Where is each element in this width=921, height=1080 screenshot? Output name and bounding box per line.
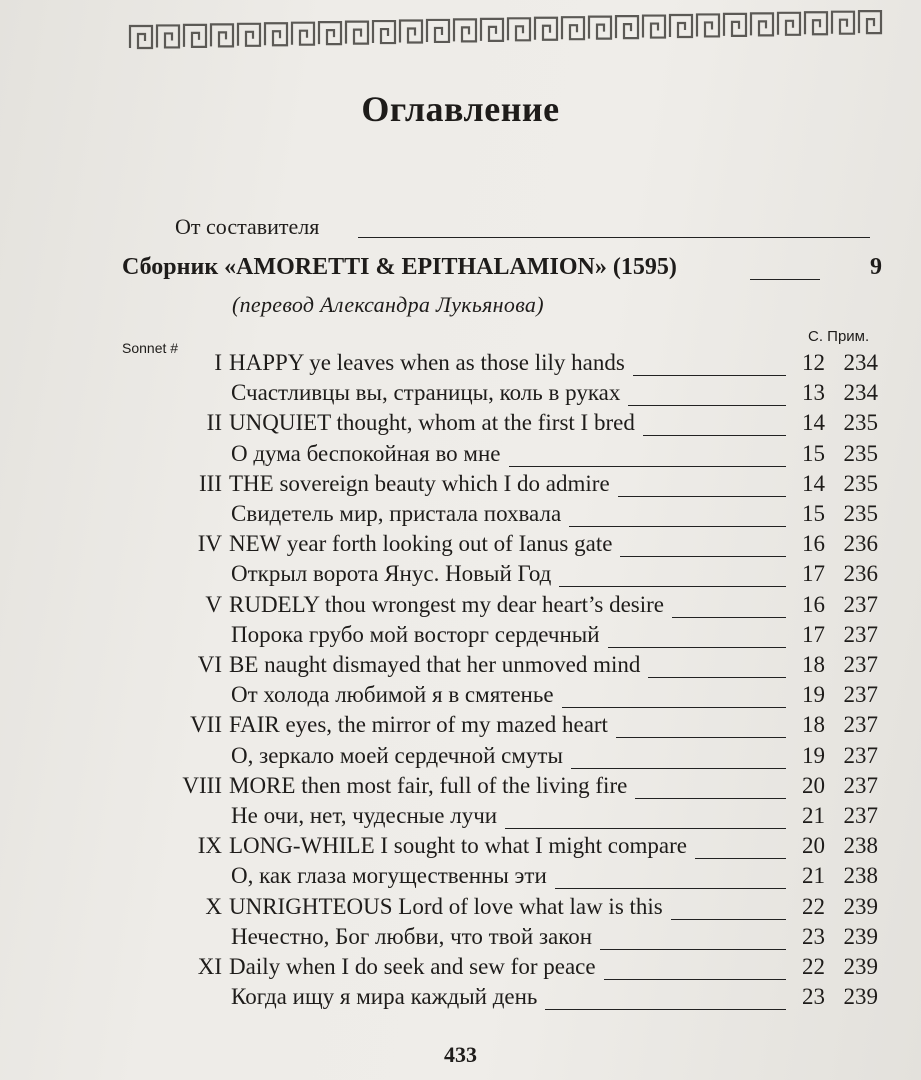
page-number: 14 — [802, 410, 825, 436]
page-number: 21 — [802, 863, 825, 889]
notes-page-number: 238 — [843, 863, 878, 889]
sonnet-first-line: FAIR eyes, the mirror of my mazed heart — [229, 712, 608, 738]
translator-credit: (перевод Александра Лукьянова) — [232, 292, 544, 317]
notes-page-number: 238 — [843, 833, 878, 859]
sonnet-number: II — [206, 410, 222, 436]
sonnet-first-line: UNRIGHTEOUS Lord of love what law is this — [229, 893, 663, 919]
page-number: 23 — [802, 923, 825, 949]
page-number: 21 — [802, 803, 825, 828]
notes-page-number: 235 — [843, 501, 878, 526]
toc-entry-sonnet-translation[interactable] — [0, 682, 880, 712]
page-number: 18 — [802, 652, 825, 677]
dot-leader — [608, 647, 786, 648]
dot-leader — [628, 405, 786, 406]
sonnet-number: V — [205, 591, 222, 617]
sonnet-first-line: Нечестно, Бог любви, что твой закон — [231, 923, 593, 949]
dot-leader — [648, 677, 786, 678]
notes-page-number: 237 — [843, 803, 878, 828]
dot-leader — [750, 279, 820, 280]
dot-leader — [559, 586, 786, 587]
toc-entry-sonnet-original[interactable] — [0, 471, 880, 501]
dot-leader — [604, 979, 786, 980]
toc-entry-sonnet-translation[interactable] — [0, 863, 880, 893]
dot-leader — [545, 1009, 786, 1010]
dot-leader — [569, 526, 786, 527]
sonnet-first-line: THE sovereign beauty which I do admire — [229, 470, 610, 496]
dot-leader — [571, 768, 786, 769]
sonnet-first-line: Порока грубо мой восторг сердечный — [231, 621, 600, 647]
notes-page-number: 237 — [843, 772, 878, 798]
dot-leader — [555, 888, 786, 889]
sonnet-first-line: UNQUIET thought, whom at the first I bred — [229, 410, 635, 436]
dot-leader — [695, 858, 786, 859]
sonnet-first-line: Не очи, нет, чудесные лучи — [231, 803, 498, 828]
page-number: 16 — [802, 531, 825, 557]
sonnet-first-line: HAPPY ye leaves when as those lily hands — [229, 350, 625, 375]
toc-entry-sonnet-translation[interactable] — [0, 501, 880, 531]
notes-page-number: 235 — [843, 470, 878, 496]
toc-entry-sonnet-original[interactable] — [0, 712, 880, 742]
sonnet-first-line: Daily when I do seek and sew for peace — [229, 954, 596, 979]
notes-page-number: 237 — [843, 652, 878, 677]
sonnet-first-line: Счастливцы вы, страницы, коль в руках — [231, 380, 621, 406]
dot-leader — [671, 919, 786, 920]
dot-leader — [633, 375, 786, 376]
toc-entry-sonnet-original[interactable] — [0, 833, 880, 863]
dot-leader — [505, 828, 786, 829]
toc-entry-sonnet-translation[interactable] — [0, 441, 880, 471]
notes-page-number: 235 — [843, 440, 878, 466]
page-number: 20 — [802, 833, 825, 859]
sonnet-first-line: MORE then most fair, full of the living fire — [229, 772, 628, 798]
sonnet-first-line: Открыл ворота Янус. Новый Год — [231, 561, 552, 587]
notes-page-number: 239 — [843, 893, 878, 919]
toc-entry-sonnet-original[interactable] — [0, 531, 880, 561]
notes-page-number: 236 — [843, 531, 878, 557]
sonnet-first-line: От холода любимой я в смятенье — [231, 682, 554, 708]
page-number: 13 — [802, 380, 825, 406]
page-number: 22 — [802, 954, 825, 979]
sonnet-first-line: RUDELY thou wrongest my dear heart’s desire — [229, 591, 665, 617]
dot-leader — [358, 237, 870, 238]
sonnet-number: XI — [197, 954, 222, 979]
toc-entry-sonnet-original[interactable] — [0, 350, 880, 380]
toc-entry-sonnet-translation[interactable] — [0, 984, 880, 1014]
notes-page-number: 234 — [843, 350, 878, 375]
dot-leader — [616, 737, 786, 738]
dot-leader — [618, 496, 786, 497]
sonnet-first-line: Когда ищу я мира каждый день — [231, 984, 538, 1010]
sonnet-number: VI — [197, 652, 222, 677]
sonnet-number: III — [199, 470, 222, 496]
toc-entry-sonnet-translation[interactable] — [0, 743, 880, 773]
sonnet-first-line: О, как глаза могущественны эти — [231, 863, 547, 889]
notes-page-number: 237 — [843, 621, 878, 647]
toc-entry-sonnet-original[interactable] — [0, 954, 880, 984]
page-number: 19 — [802, 742, 825, 768]
sonnet-first-line: LONG-WHILE I sought to what I might compare — [229, 833, 687, 859]
sonnet-number: IV — [197, 531, 222, 557]
notes-page-number: 239 — [843, 954, 878, 979]
page-number: 433 — [444, 1042, 477, 1067]
page-number: 17 — [802, 621, 825, 647]
section-title: Сборник «AMORETTI & EPITHALAMION» (1595) — [122, 254, 677, 280]
page-number: 14 — [802, 470, 825, 496]
notes-page-number: 235 — [843, 410, 878, 436]
notes-page-number: 237 — [843, 712, 878, 738]
page-number: 23 — [802, 984, 825, 1010]
sonnet-first-line: О, зеркало моей сердечной смуты — [231, 742, 563, 768]
toc-entry-sonnet-original[interactable] — [0, 773, 880, 803]
toc-entry-sonnet-original[interactable] — [0, 652, 880, 682]
sonnet-number: X — [205, 893, 222, 919]
columns-header: С. Прим. — [808, 328, 870, 345]
toc-entry-sonnet-translation[interactable] — [0, 803, 880, 833]
dot-leader — [643, 435, 786, 436]
intro-label: От составителя — [175, 214, 320, 239]
notes-page-number: 236 — [843, 561, 878, 587]
page-number: 20 — [802, 772, 825, 798]
toc-entry-sonnet-original[interactable] — [0, 592, 880, 622]
page-number: 15 — [802, 440, 825, 466]
notes-page-number: 234 — [843, 380, 878, 406]
sonnet-number: VIII — [182, 772, 222, 798]
page-number: 18 — [802, 712, 825, 738]
notes-page-number: 237 — [843, 682, 878, 708]
sonnet-first-line: NEW year forth looking out of Ianus gate — [229, 531, 613, 557]
toc-entry-sonnet-translation[interactable] — [0, 622, 880, 652]
page-number: 19 — [802, 682, 825, 708]
sonnet-number: VII — [190, 712, 222, 738]
sonnet-column-label: Sonnet # — [122, 340, 179, 356]
sonnet-first-line: О дума беспокойная во мне — [231, 440, 501, 466]
notes-page-number: 237 — [843, 591, 878, 617]
section-page-number: 9 — [870, 254, 882, 280]
sonnet-number: IX — [197, 833, 222, 859]
page-number: 17 — [802, 561, 825, 587]
notes-page-number: 239 — [843, 984, 878, 1010]
toc-entry-sonnet-original[interactable] — [0, 410, 880, 440]
toc-entry-sonnet-translation[interactable] — [0, 380, 880, 410]
greek-key-border-ornament — [122, 0, 902, 62]
sonnet-first-line: BE naught dismayed that her unmoved mind — [229, 652, 641, 677]
page-number: 22 — [802, 893, 825, 919]
page-number: 12 — [802, 350, 825, 375]
dot-leader — [635, 798, 786, 799]
dot-leader — [672, 617, 786, 618]
notes-page-number: 239 — [843, 923, 878, 949]
dot-leader — [620, 556, 786, 557]
page-number: 15 — [802, 501, 825, 526]
toc-entry-sonnet-translation[interactable] — [0, 561, 880, 591]
notes-page-number: 237 — [843, 742, 878, 768]
page-title: Оглавление — [361, 89, 560, 129]
sonnet-number: I — [214, 350, 222, 375]
page-number: 16 — [802, 591, 825, 617]
dot-leader — [509, 466, 786, 467]
toc-entry-sonnet-translation[interactable] — [0, 924, 880, 954]
sonnet-first-line: Свидетель мир, пристала похвала — [231, 501, 562, 526]
dot-leader — [600, 949, 786, 950]
toc-section-heading[interactable] — [122, 254, 882, 288]
toc-entry-intro[interactable] — [175, 214, 870, 244]
toc-entry-sonnet-original[interactable] — [0, 894, 880, 924]
dot-leader — [562, 707, 786, 708]
